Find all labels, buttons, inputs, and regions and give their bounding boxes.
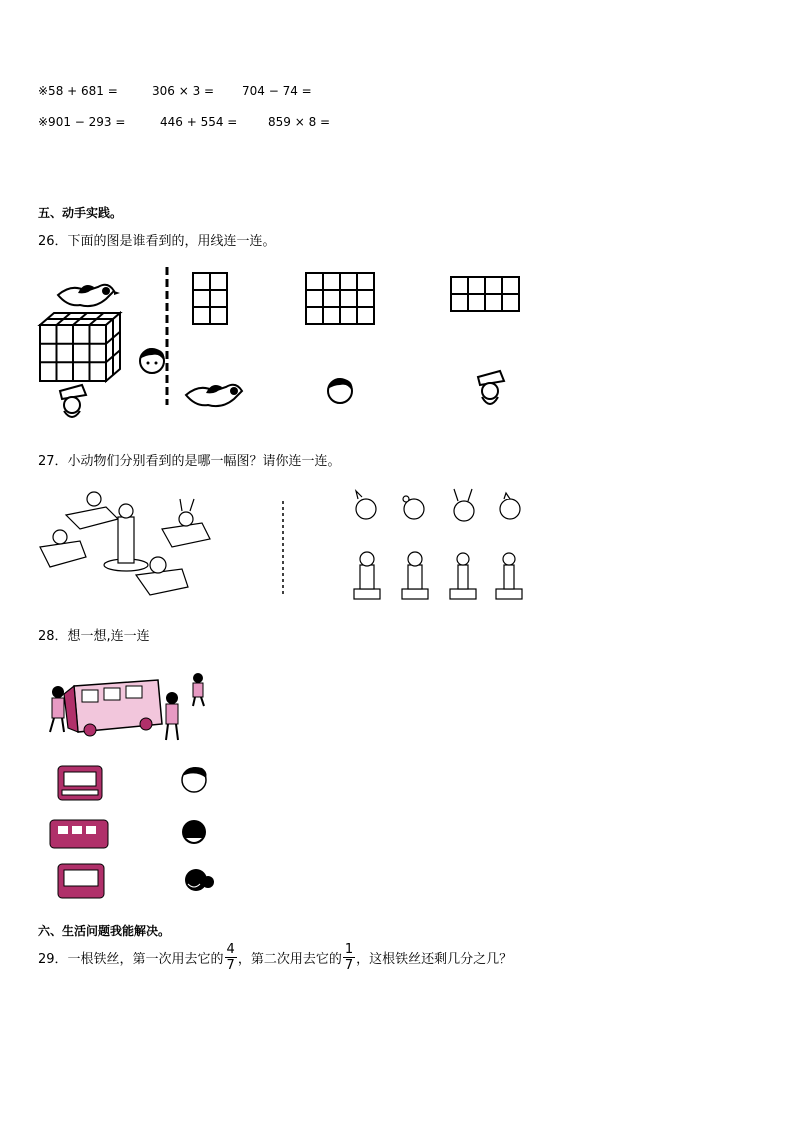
question-28: 28．想一想,连一连: [38, 629, 150, 644]
boy-cap-icon-2: [478, 371, 504, 404]
bear-car-icon: [40, 530, 86, 567]
bird-icon: [58, 285, 120, 306]
question-27: 27．小动物们分别看到的是哪一幅图？请你连一连。: [38, 454, 341, 469]
q29-text-2: ，第二次用去它的: [237, 952, 342, 967]
q27-figure: [36, 485, 536, 610]
boy-cap-icon: [60, 385, 86, 417]
fraction-numerator: 4: [226, 942, 235, 957]
q28-figure: [38, 668, 228, 898]
policeman-back-view: [402, 552, 428, 599]
question-29: [38, 942, 512, 973]
fraction-4-7: [225, 942, 237, 973]
equation-6: 859 × 8 =: [268, 115, 331, 129]
policeman-left-view: [450, 553, 476, 599]
equation-4: ※901 − 293 =: [38, 115, 126, 129]
section-heading-5: 五、动手实践。: [38, 206, 123, 220]
policeman-front-view: [354, 552, 380, 599]
equation-5: 446 + 554 =: [160, 115, 238, 129]
girl-figure: [166, 692, 178, 740]
question-26: 26．下面的图是谁看到的，用线连一连。: [38, 234, 276, 249]
view-grid-2: [306, 273, 374, 324]
bus-front-view: [58, 766, 102, 800]
fraction-denominator: 7: [344, 958, 354, 973]
equation-1: ※58 + 681 =: [38, 84, 118, 98]
dog-car-icon: [66, 492, 118, 529]
q29-text-3: ，这根铁丝还剩几分之几？: [356, 952, 513, 967]
section-heading-6: 六、生活问题我能解决。: [38, 924, 171, 938]
view-grid-3: [451, 277, 519, 311]
bus-back-view: [58, 864, 104, 898]
equation-3: 704 − 74 =: [242, 84, 312, 98]
boy-right-figure: [193, 673, 204, 706]
bus-side-view: [50, 820, 108, 848]
bear-head-icon: [403, 496, 424, 519]
q26-figure: [30, 265, 540, 425]
dog-head-icon: [356, 491, 376, 519]
fraction-numerator: 1: [344, 942, 354, 957]
cube-stack: [40, 313, 120, 381]
fraction-1-7: [343, 942, 355, 973]
policeman-right-view: [496, 553, 522, 599]
rabbit-head-icon: [454, 489, 474, 521]
boy-face-front-icon: [182, 767, 207, 792]
cat-head-icon: [500, 493, 520, 519]
equation-2: 306 × 3 =: [152, 84, 215, 98]
girl-face-icon-2: [328, 378, 352, 403]
bus-illustration: [64, 680, 162, 736]
fraction-denominator: 7: [226, 958, 235, 973]
q29-text-1: 29．一根铁丝，第一次用去它的: [38, 952, 224, 967]
boy-left-figure: [50, 686, 64, 732]
rabbit-car-icon: [162, 499, 210, 547]
boy-head-back-icon: [182, 820, 206, 844]
view-grid-1: [193, 273, 227, 324]
bird-icon-2: [186, 385, 242, 406]
girl-head-back-icon: [185, 869, 214, 891]
girl-face-icon: [140, 348, 164, 373]
